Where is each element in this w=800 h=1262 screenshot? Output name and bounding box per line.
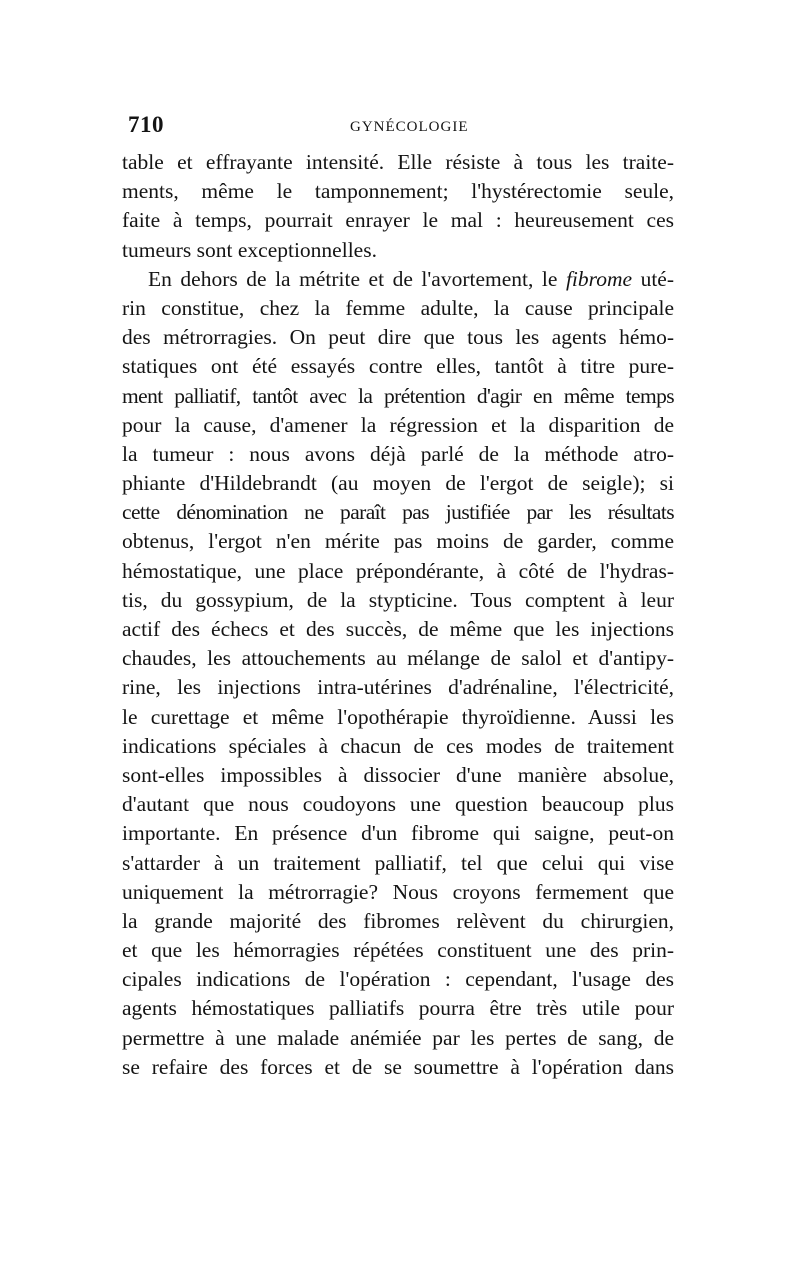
text-line: la grande majorité des fibromes relèvent du chirurgien,: [122, 908, 674, 933]
text-line: table et effrayante intensité. Elle résiste à tous les traite-: [122, 150, 674, 174]
running-title: GYNÉCOLOGIE: [350, 119, 469, 135]
text-line: le curettage et même l'opothérapie thyroïdienne. Aussi les: [122, 704, 674, 729]
body-text: [122, 148, 674, 1082]
text-line: des métrorragies. On peut dire que tous les agents hémo-: [122, 325, 674, 350]
text-line: uniquement la métrorragie? Nous croyons fermement que: [122, 879, 674, 904]
text-line: pour la cause, d'amener la régression et la disparition de: [122, 412, 674, 437]
text-line: se refaire des forces et de se soumettre à l'opération dans: [122, 1054, 674, 1079]
text-line: et que les hémorragies répétées constituent une des prin-: [122, 938, 674, 963]
text-line: la tumeur : nous avons déjà parlé de la méthode atro-: [122, 441, 674, 466]
text-line: tis, du gossypium, de la stypticine. Tous comptent à leur: [122, 587, 674, 612]
text-run: En dehors de la métrite et de l'avortement, le: [148, 266, 558, 291]
text-line: ments, même le tamponnement; l'hystérectomie seule,: [122, 179, 674, 204]
italic-term: fibrome: [565, 266, 633, 291]
text-line: d'autant que nous coudoyons une question beaucoup plus: [122, 792, 674, 817]
text-line: ment palliatif, tantôt avec la prétention d'agir en même temps: [122, 383, 674, 408]
text-line: s'attarder à un traitement palliatif, tel que celui qui vise: [122, 850, 674, 875]
page-number: 710: [128, 112, 164, 137]
text-line: hémostatique, une place prépondérante, à côté de l'hydras-: [122, 558, 674, 583]
text-run: uté-: [640, 266, 674, 291]
paragraph-first-line: [122, 265, 674, 294]
text-line: agents hémostatiques palliatifs pourra être très utile pour: [122, 996, 674, 1021]
text-line: indications spéciales à chacun de ces modes de traitement: [122, 733, 674, 758]
text-line: faite à temps, pourrait enrayer le mal : heureusement ces: [122, 208, 674, 233]
text-line: actif des échecs et des succès, de même que les injections: [122, 617, 674, 641]
text-line: obtenus, l'ergot n'en mérite pas moins de garder, comme: [122, 529, 674, 554]
text-line: cette dénomination ne paraît pas justifiée par les résultats: [122, 500, 674, 525]
text-line: sont-elles impossibles à dissocier d'une manière absolue,: [122, 762, 674, 787]
text-line: tumeurs sont exceptionnelles.: [122, 237, 377, 262]
text-line: rin constitue, chez la femme adulte, la cause principale: [122, 295, 674, 320]
text-line: rine, les injections intra-utérines d'adrénaline, l'électricité,: [122, 675, 674, 700]
text-line: permettre à une malade anémiée par les pertes de sang, de: [122, 1025, 674, 1050]
running-head: [122, 112, 674, 142]
text-line: importante. En présence d'un fibrome qui saigne, peut-on: [122, 821, 674, 846]
text-line: statiques ont été essayés contre elles, tantôt à titre pure-: [122, 354, 674, 379]
text-line: chaudes, les attouchements au mélange de salol et d'antipy-: [122, 646, 674, 671]
text-line: cipales indications de l'opération : cependant, l'usage des: [122, 967, 674, 992]
text-line: phiante d'Hildebrandt (au moyen de l'ergot de seigle); si: [122, 471, 674, 496]
